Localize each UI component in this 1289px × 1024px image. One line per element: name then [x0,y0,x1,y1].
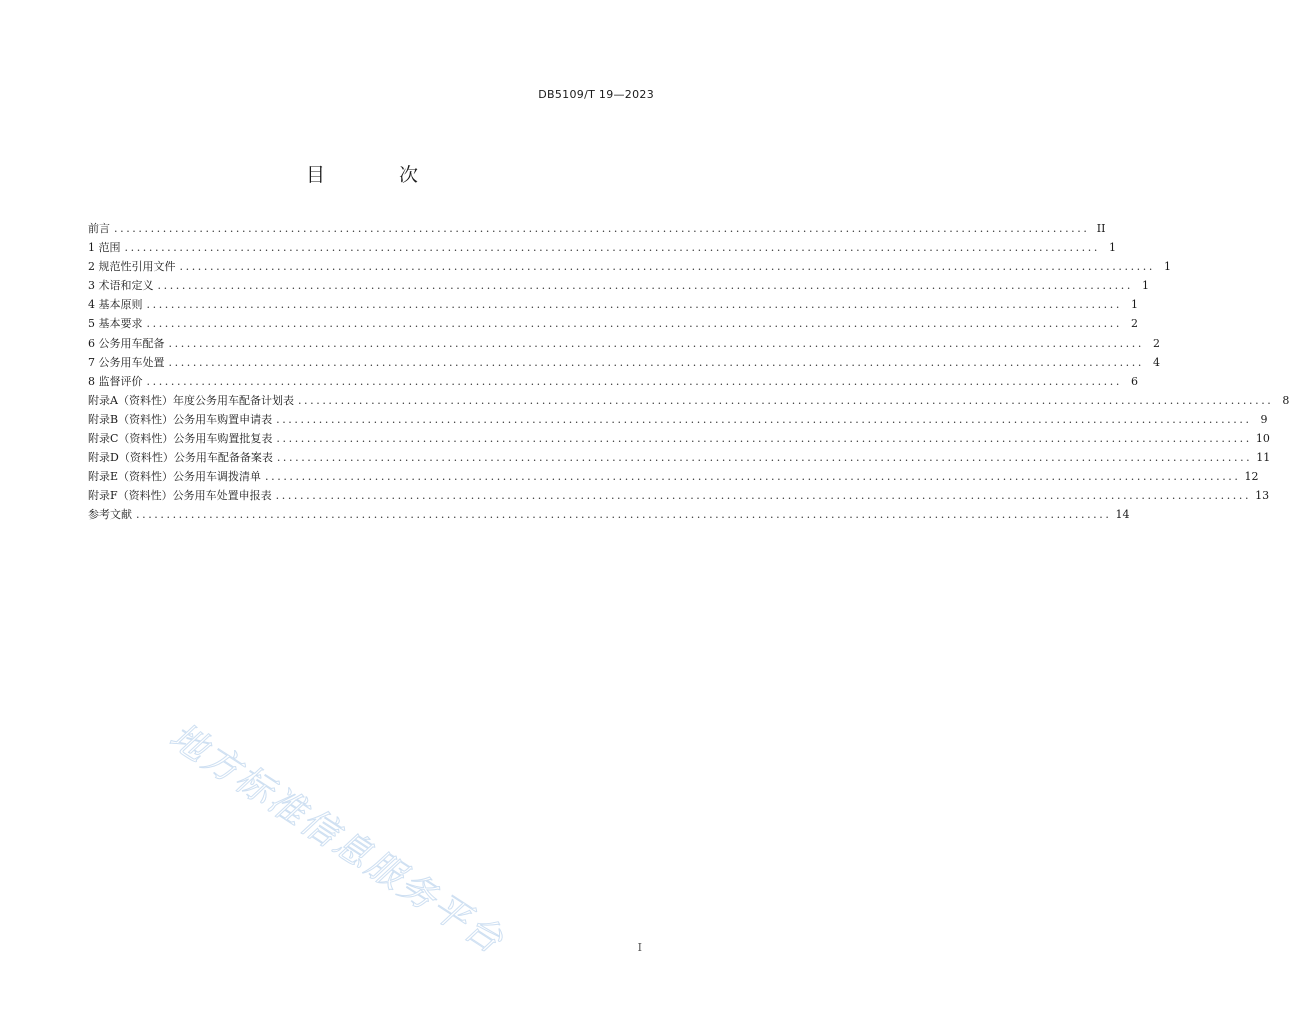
toc-entry[interactable] [88,334,1160,353]
table-of-contents [88,219,1289,525]
document-code: DB5109/T 19—2023 [538,88,654,101]
toc-entry[interactable] [88,257,1171,276]
dot-leader: ................................................................................................................................................................ [265,470,1241,484]
toc-entry-page: 8 [1282,393,1289,407]
dot-leader: ................................................................................................................................................................ [168,336,1144,350]
toc-entry[interactable] [88,410,1268,429]
toc-entry-label: 3 术语和定义 [88,279,154,293]
toc-entry[interactable] [88,353,1160,372]
toc-entry-page: 10 [1255,432,1270,446]
toc-entry-label: 6 公务用车配备 [88,336,165,350]
dot-leader: ................................................................................................................................................................ [124,241,1100,255]
toc-entry-page: 6 [1130,374,1138,388]
dot-leader: ................................................................................................................................................................ [136,508,1112,522]
toc-entry-page: 2 [1130,317,1138,331]
toc-entry-page: 4 [1152,355,1160,369]
dot-leader: ................................................................................................................................................................ [297,393,1274,407]
toc-entry-page: 13 [1255,489,1270,503]
dot-leader: ................................................................................................................................................................ [168,355,1144,369]
toc-entry[interactable] [88,486,1270,505]
dot-leader: ................................................................................................................................................................ [179,260,1155,274]
toc-entry-label: 附录B（资料性）公务用车购置申请表 [88,412,273,426]
dot-leader: ................................................................................................................................................................ [276,412,1252,426]
toc-entry-page: 9 [1260,412,1268,426]
dot-leader: ................................................................................................................................................................ [146,317,1122,331]
page-number: I [637,941,642,954]
toc-entry[interactable] [88,429,1270,448]
toc-entry-label: 1 范围 [88,241,121,255]
toc-entry-label: 参考文献 [88,508,132,522]
dot-leader: ................................................................................................................................................................ [276,432,1252,446]
toc-entry-label: 前言 [88,222,110,235]
watermark: 地方标准信息服务平台 [162,715,512,963]
dot-leader: ................................................................................................................................................................ [276,451,1253,465]
toc-entry-page: 1 [1163,260,1171,274]
toc-entry-label: 8 监督评价 [88,374,143,388]
toc-entry[interactable] [88,314,1138,333]
toc-entry-page: 1 [1108,241,1116,255]
toc-entry[interactable] [88,295,1138,314]
toc-entry-label: 7 公务用车处置 [88,355,165,369]
toc-entry-label: 2 规范性引用文件 [88,260,176,274]
toc-entry-page: 12 [1244,470,1259,484]
dot-leader: ................................................................................................................................................................ [146,298,1122,312]
toc-entry-page: II [1096,222,1106,235]
toc-entry-label: 附录C（资料性）公务用车购置批复表 [88,432,273,446]
toc-entry[interactable] [88,505,1130,524]
toc-entry-page: 1 [1141,279,1149,293]
dot-leader: ................................................................................................................................................................ [275,489,1252,503]
toc-entry[interactable] [88,219,1106,238]
dot-leader: ................................................................................................................................................................ [146,374,1122,388]
toc-entry-page: 2 [1152,336,1160,350]
toc-entry-label: 附录D（资料性）公务用车配备备案表 [88,451,273,465]
toc-entry[interactable] [88,391,1289,410]
toc-entry[interactable] [88,467,1259,486]
dot-leader: ................................................................................................................................................................ [114,222,1090,235]
toc-entry-label: 附录A（资料性）年度公务用车配备计划表 [88,393,294,407]
toc-title: 目 次 [305,164,453,186]
toc-entry-label: 附录E（资料性）公务用车调拨清单 [88,470,262,484]
toc-entry[interactable] [88,448,1271,467]
toc-entry-label: 4 基本原则 [88,298,143,312]
toc-entry[interactable] [88,276,1149,295]
toc-entry-page: 14 [1115,508,1130,522]
toc-entry-page: 11 [1256,451,1271,465]
dot-leader: ................................................................................................................................................................ [157,279,1133,293]
toc-entry-label: 附录F（资料性）公务用车处置申报表 [88,489,272,503]
toc-entry-page: 1 [1130,298,1138,312]
toc-entry[interactable] [88,372,1138,391]
toc-entry[interactable] [88,238,1116,257]
toc-entry-label: 5 基本要求 [88,317,143,331]
